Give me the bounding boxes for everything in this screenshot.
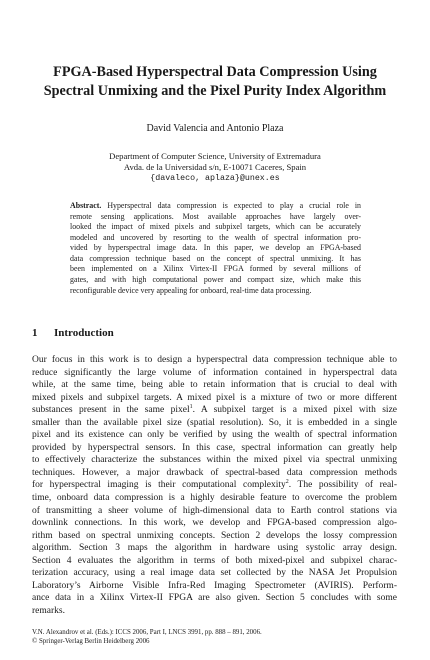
body-line: of transmitting a sheer volume of high-dimensional data to Earth control stations via (32, 505, 397, 516)
body-line: to effectively characterize the substances within the mixed pixel via spectral unmixing (32, 455, 397, 466)
body-line: ance data in a Xilinx Virtex-II FPGA are also given. Section 5 concludes with some (32, 593, 397, 604)
author-email: {davaleco, aplaza}@unex.es (150, 174, 280, 183)
body-line: techniques. However, a major drawback of spectral-based data compression methods (32, 467, 397, 478)
footnote-marker: 1 (189, 404, 193, 411)
section-title: Introduction (54, 327, 114, 339)
body-line: algorithm. Section 3 maps the algorithm in hardware using systolic array design. (32, 543, 397, 554)
copyright-line: © Springer-Verlag Berlin Heidelberg 2006 (32, 638, 150, 645)
author-names: David Valencia and Antonio Plaza (146, 123, 284, 134)
body-line: substances present in the same pixel$^1$. A subpixel target is a mixed pixel with size (32, 404, 397, 416)
body-line: smaller than the available pixel size (spatial resolution). So, it is embedded in a single (32, 417, 397, 428)
abstract (70, 201, 361, 296)
citation-line: V.N. Alexandrov et al. (Eds.): ICCS 2006, Part I, LNCS 3991, pp. 888 – 891, 2006. (32, 629, 262, 636)
body-line: rithm based on spectral unmixing concepts. Section 2 develops the lossy compression (32, 530, 397, 541)
body-line: downlink connections. In this work, we develop and FPGA-based compression algo- (32, 518, 397, 529)
abstract-line: gates, and with high computational power and compact size, which make this (70, 275, 361, 285)
body-line: terization accuracy, using a real image data set collected by the NASA Jet Propulsion (32, 568, 397, 579)
body-line: Section 4 evaluates the algorithm in terms of both mixed-pixel and subpixel charac- (32, 555, 397, 566)
body-line: Our focus in this work is to design a hyperspectral data compression technique able to (32, 355, 397, 365)
body-line: reduce significantly the large volume of information contained in hyperspectral data (32, 367, 397, 378)
affiliation-department: Department of Computer Science, University of Extremadura (109, 151, 321, 161)
body-line: for hyperspectral imaging is their computational complexity$^2$. The possibility of real- (32, 479, 397, 491)
abstract-line: remote sensing applications. Most available approaches have largely over- (70, 211, 361, 221)
abstract-line: looked the impact of mixed pixels and subpixel targets, which can be accurately (70, 222, 361, 232)
abstract-line: vided by hyperspectral image data. In this paper, we develop an FPGA-based (70, 243, 361, 253)
affiliation-address: Avda. de la Universidad s/n, E-10071 Caceres, Spain (123, 162, 307, 172)
paper-title (20, 63, 410, 101)
body-line: time, onboard data compression is a highly desirable feature to overcome the problem (32, 493, 397, 504)
body-line: remarks. (32, 605, 65, 616)
body-line: while, at the same time, being able to retain information that is crucial to deal with (32, 380, 397, 391)
body-line: pixel and its existence can only be verified by using the wealth of spectral information (32, 430, 397, 441)
abstract-line: reconfigurable device very appealing for onboard, real-time data processing. (70, 285, 312, 295)
footnote-marker: 2 (285, 479, 289, 486)
section-heading (32, 327, 114, 340)
title-line-2: Spectral Unmixing and the Pixel Purity Index Algorithm (43, 83, 387, 99)
body-line: provided by hyperspectral sensors. In this case, spectral information can greatly help (32, 442, 397, 453)
abstract-label: Abstract. (70, 201, 102, 210)
body-line: Laboratory’s Airborne Visible Infra-Red Imaging Spectrometer (AVIRIS). Perform- (32, 580, 397, 591)
abstract-line: modeled and uncovered by resorting to the wealth of spectral information pro- (70, 232, 361, 242)
page-footer (32, 628, 262, 646)
body-line: mixed pixels and subpixel targets. A mixed pixel is a mixture of two or more different (32, 392, 397, 403)
abstract-line: Abstract. Hyperspectral data compression is expected to play a crucial role in (70, 201, 361, 210)
abstract-line: been implemented on a Xilinx Virtex-II FPGA formed by several millions of (70, 264, 361, 274)
affiliation (20, 151, 410, 184)
abstract-line: data compression technique based on the concept of spectral unmixing. It has (70, 253, 361, 263)
section-number: 1 (32, 327, 38, 339)
body-paragraph (32, 354, 397, 617)
title-line-1: FPGA-Based Hyperspectral Data Compression Using (53, 64, 377, 80)
